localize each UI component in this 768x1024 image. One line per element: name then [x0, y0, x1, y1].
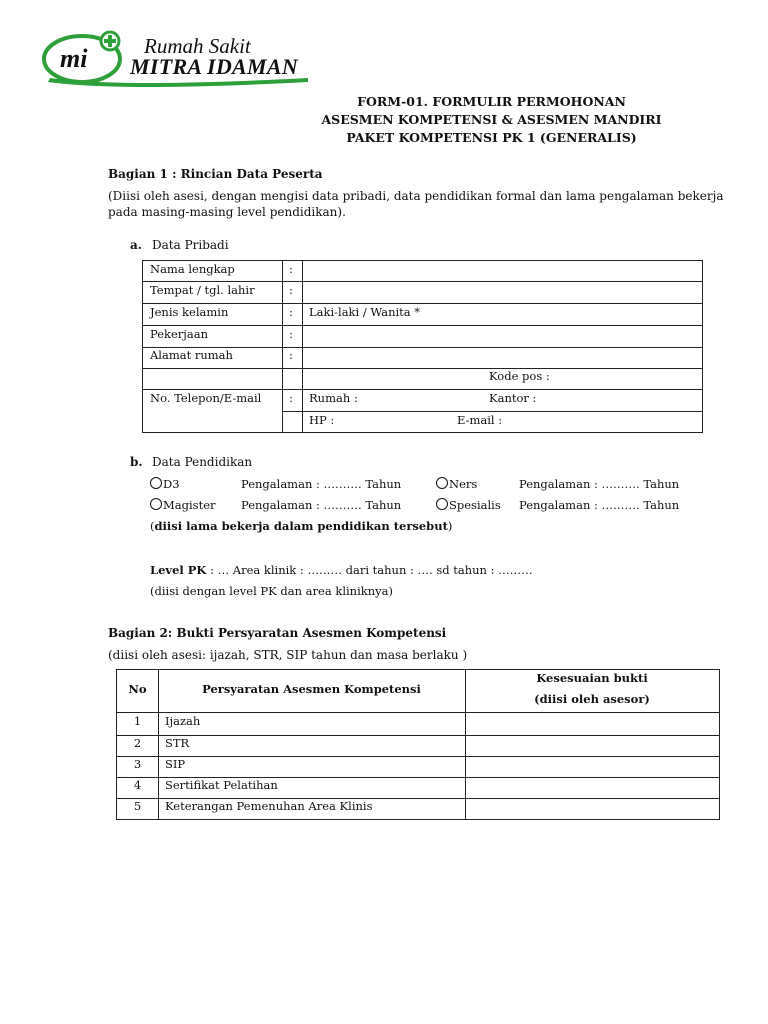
level-pk-line [150, 563, 533, 577]
pengalaman-magister: Pengalaman : ………. Tahun [241, 498, 402, 512]
form-title-line1: FORM-01. FORMULIR PERMOHONAN [357, 94, 626, 109]
form-title-line2: ASESMEN KOMPETENSI & ASESMEN MANDIRI [321, 112, 662, 127]
logo-mark: mi [60, 44, 88, 73]
option-magister[interactable] [150, 498, 216, 512]
colon: : [289, 348, 293, 362]
hospital-logo [40, 26, 310, 90]
pengalaman-d3: Pengalaman : ………. Tahun [241, 477, 402, 491]
note-paren-close: ) [447, 519, 453, 533]
label-nama-lengkap: Nama lengkap [150, 262, 235, 276]
label-hp: HP : [309, 413, 335, 427]
row-no: 4 [133, 778, 142, 792]
colon: : [289, 262, 293, 276]
table-row-divider [117, 756, 719, 757]
level-pk-note: (diisi dengan level PK dan area kliniknya) [150, 584, 393, 598]
jenis-kelamin-value[interactable]: Laki-laki / Wanita * [309, 305, 421, 319]
table-row-divider [117, 712, 719, 713]
header-kesesuaian-note: (diisi oleh asesor) [534, 692, 650, 706]
option-ners[interactable] [436, 477, 477, 491]
colon: : [289, 283, 293, 297]
label-jenis-kelamin: Jenis kelamin [150, 305, 229, 319]
label-kode-pos: Kode pos : [489, 369, 550, 383]
label-alamat-rumah: Alamat rumah [150, 348, 233, 362]
row-requirement: Sertifikat Pelatihan [165, 778, 278, 792]
header-kesesuaian: Kesesuaian bukti [536, 671, 648, 685]
kesesuaian-cell[interactable] [468, 779, 717, 797]
kesesuaian-cell[interactable] [468, 800, 717, 818]
personal-data-table [142, 260, 703, 433]
logo-brand-top: Rumah Sakit [144, 34, 251, 58]
option-d3[interactable] [150, 477, 180, 491]
table-row-divider [143, 325, 702, 326]
option-magister-label: Magister [163, 498, 216, 512]
education-note [150, 519, 452, 533]
subsection-b-marker: b. [130, 455, 143, 469]
note-bold-text: diisi lama bekerja dalam pendidikan tersebut [154, 519, 448, 533]
kesesuaian-cell[interactable] [468, 758, 717, 776]
kesesuaian-cell[interactable] [468, 737, 717, 755]
label-kantor: Kantor : [489, 391, 537, 405]
table-col-divider [302, 261, 303, 432]
logo-brand-bottom: MITRA IDAMAN [130, 54, 299, 79]
section2-title: Bagian 2: Bukti Persyaratan Asesmen Kompetensi [108, 626, 447, 640]
label-email: E-mail : [457, 413, 503, 427]
alamat-rumah-field[interactable] [305, 349, 700, 367]
radio-circle-icon[interactable] [436, 498, 448, 510]
form-title-line3: PAKET KOMPETENSI PK 1 (GENERALIS) [346, 130, 637, 145]
table-row-divider [143, 368, 702, 369]
tempat-tgl-lahir-field[interactable] [305, 284, 700, 302]
colon: : [289, 305, 293, 319]
option-spesialis[interactable] [436, 498, 501, 512]
kesesuaian-cell[interactable] [468, 714, 717, 733]
row-requirement: Keterangan Pemenuhan Area Klinis [165, 799, 373, 813]
header-persyaratan: Persyaratan Asesmen Kompetensi [202, 682, 421, 696]
option-spesialis-label: Spesialis [449, 498, 501, 512]
colon: : [289, 391, 293, 405]
radio-circle-icon[interactable] [150, 498, 162, 510]
label-pekerjaan: Pekerjaan [150, 327, 208, 341]
row-no: 5 [133, 799, 142, 813]
table-col-divider [282, 261, 283, 432]
label-tempat-tgl-lahir: Tempat / tgl. lahir [150, 283, 255, 297]
section2-desc: (diisi oleh asesi: ijazah, STR, SIP tahun dan masa berlaku ) [108, 648, 468, 662]
colon: : [289, 327, 293, 341]
row-requirement: Ijazah [165, 714, 201, 728]
label-rumah: Rumah : [309, 391, 358, 405]
section1-desc-line1: (Diisi oleh asesi, dengan mengisi data pribadi, data pendidikan formal dan lama pengalaman bekerja [108, 189, 724, 203]
table-row-divider [143, 389, 702, 390]
radio-circle-icon[interactable] [150, 477, 162, 489]
pekerjaan-field[interactable] [305, 328, 700, 346]
radio-circle-icon[interactable] [436, 477, 448, 489]
option-ners-label: Ners [449, 477, 478, 491]
level-pk-label: Level PK [150, 563, 207, 577]
subsection-a-label: Data Pribadi [152, 238, 229, 252]
pengalaman-ners: Pengalaman : ………. Tahun [519, 477, 680, 491]
table-row-divider [282, 411, 702, 412]
option-d3-label: D3 [163, 477, 180, 491]
nama-lengkap-field[interactable] [305, 262, 700, 280]
pengalaman-spesialis: Pengalaman : ………. Tahun [519, 498, 680, 512]
note-paren-open: ( [150, 519, 155, 533]
table-row-divider [117, 735, 719, 736]
row-no: 3 [133, 757, 142, 771]
row-requirement: SIP [165, 757, 186, 771]
requirements-table [116, 669, 720, 820]
section1-desc-line2: pada masing-masing level pendidikan). [108, 205, 346, 219]
table-row-divider [143, 303, 702, 304]
row-no: 1 [133, 714, 142, 728]
row-no: 2 [133, 736, 142, 750]
level-pk-text: : … Area klinik : ……… dari tahun : …. sd tahun : ……… [206, 563, 533, 577]
table-row-divider [143, 281, 702, 282]
label-telepon-email: No. Telepon/E-mail [150, 391, 262, 405]
section1-title: Bagian 1 : Rincian Data Peserta [108, 167, 323, 181]
row-requirement: STR [165, 736, 190, 750]
subsection-a-marker: a. [130, 238, 142, 252]
subsection-b-label: Data Pendidikan [152, 455, 253, 469]
header-no: No [128, 682, 147, 696]
